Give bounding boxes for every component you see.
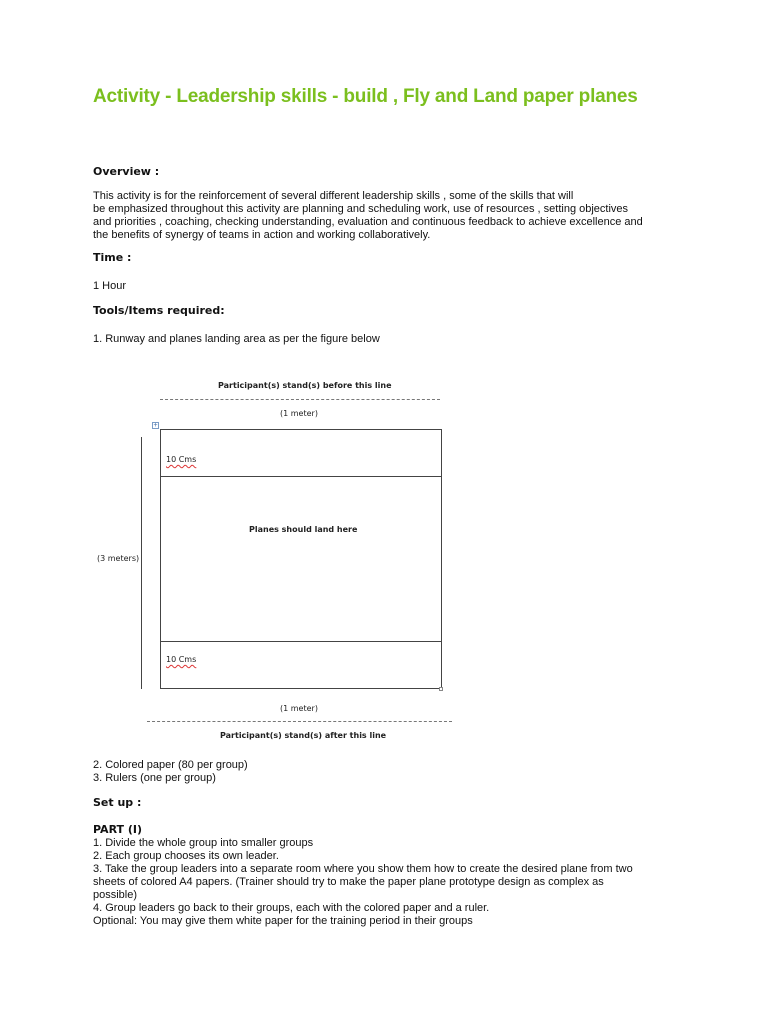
side-measure-line: [141, 437, 142, 689]
top-start-line: [160, 399, 440, 400]
time-heading: Time :: [93, 251, 132, 264]
top-strip-divider: [160, 476, 442, 477]
overview-heading: Overview :: [93, 165, 160, 178]
tools-item-rulers: 3. Rulers (one per group): [93, 772, 216, 784]
landing-area-box: [160, 429, 442, 689]
setup-step: possible): [93, 889, 138, 901]
part-one-heading: PART (I): [93, 823, 143, 836]
setup-step: sheets of colored A4 papers. (Trainer should try to make the paper plane prototype design as complex as: [93, 876, 604, 888]
overview-line: This activity is for the reinforcement of several different leadership skills , some of the skills that will: [93, 190, 574, 202]
setup-steps: [93, 837, 693, 928]
time-value: 1 Hour: [93, 280, 127, 292]
setup-heading: Set up :: [93, 796, 142, 809]
overview-line: be emphasized throughout this activity are planning and scheduling work, use of resources , setting objectives: [93, 203, 629, 215]
overview-line: and priorities , coaching, checking understanding, evaluation and continuous feedback to achieve excellence and: [93, 216, 643, 228]
setup-step: 3. Take the group leaders into a separate room where you show them how to create the desired plane from two: [93, 863, 633, 875]
tools-item-runway: 1. Runway and planes landing area as per the figure below: [93, 333, 380, 345]
tools-heading: Tools/Items required:: [93, 304, 225, 317]
setup-step: 2. Each group chooses its own leader.: [93, 850, 279, 862]
bottom-strip-label-text: 10 Cms: [166, 655, 197, 664]
setup-step: 4. Group leaders go back to their groups, each with the colored paper and a ruler.: [93, 902, 490, 914]
setup-step: Optional: You may give them white paper for the training period in their groups: [93, 915, 473, 927]
top-strip-label-text: 10 Cms: [166, 455, 197, 464]
bottom-distance-label: (1 meter): [280, 704, 318, 713]
side-distance-label: (3 meters): [97, 554, 140, 563]
table-move-handle-icon[interactable]: +: [153, 422, 158, 429]
bottom-strip-label: [166, 655, 196, 664]
setup-step: 1. Divide the whole group into smaller groups: [93, 837, 314, 849]
overview-line: the benefits of synergy of teams in action and working collaboratively.: [93, 229, 431, 241]
bottom-end-line: [147, 721, 452, 722]
document-title: Activity - Leadership skills - build , Fly and Land paper planes: [93, 86, 638, 107]
bottom-line-label: Participant(s) stand(s) after this line: [220, 731, 387, 740]
tools-item-paper: 2. Colored paper (80 per group): [93, 759, 248, 771]
landing-area-label: Planes should land here: [249, 525, 358, 534]
top-distance-label: (1 meter): [280, 409, 318, 418]
bottom-strip-divider: [160, 641, 442, 642]
top-line-label: Participant(s) stand(s) before this line: [218, 381, 392, 390]
tools-items-more: [93, 759, 693, 785]
table-resize-handle-icon[interactable]: [439, 687, 443, 691]
top-strip-label: [166, 455, 196, 464]
